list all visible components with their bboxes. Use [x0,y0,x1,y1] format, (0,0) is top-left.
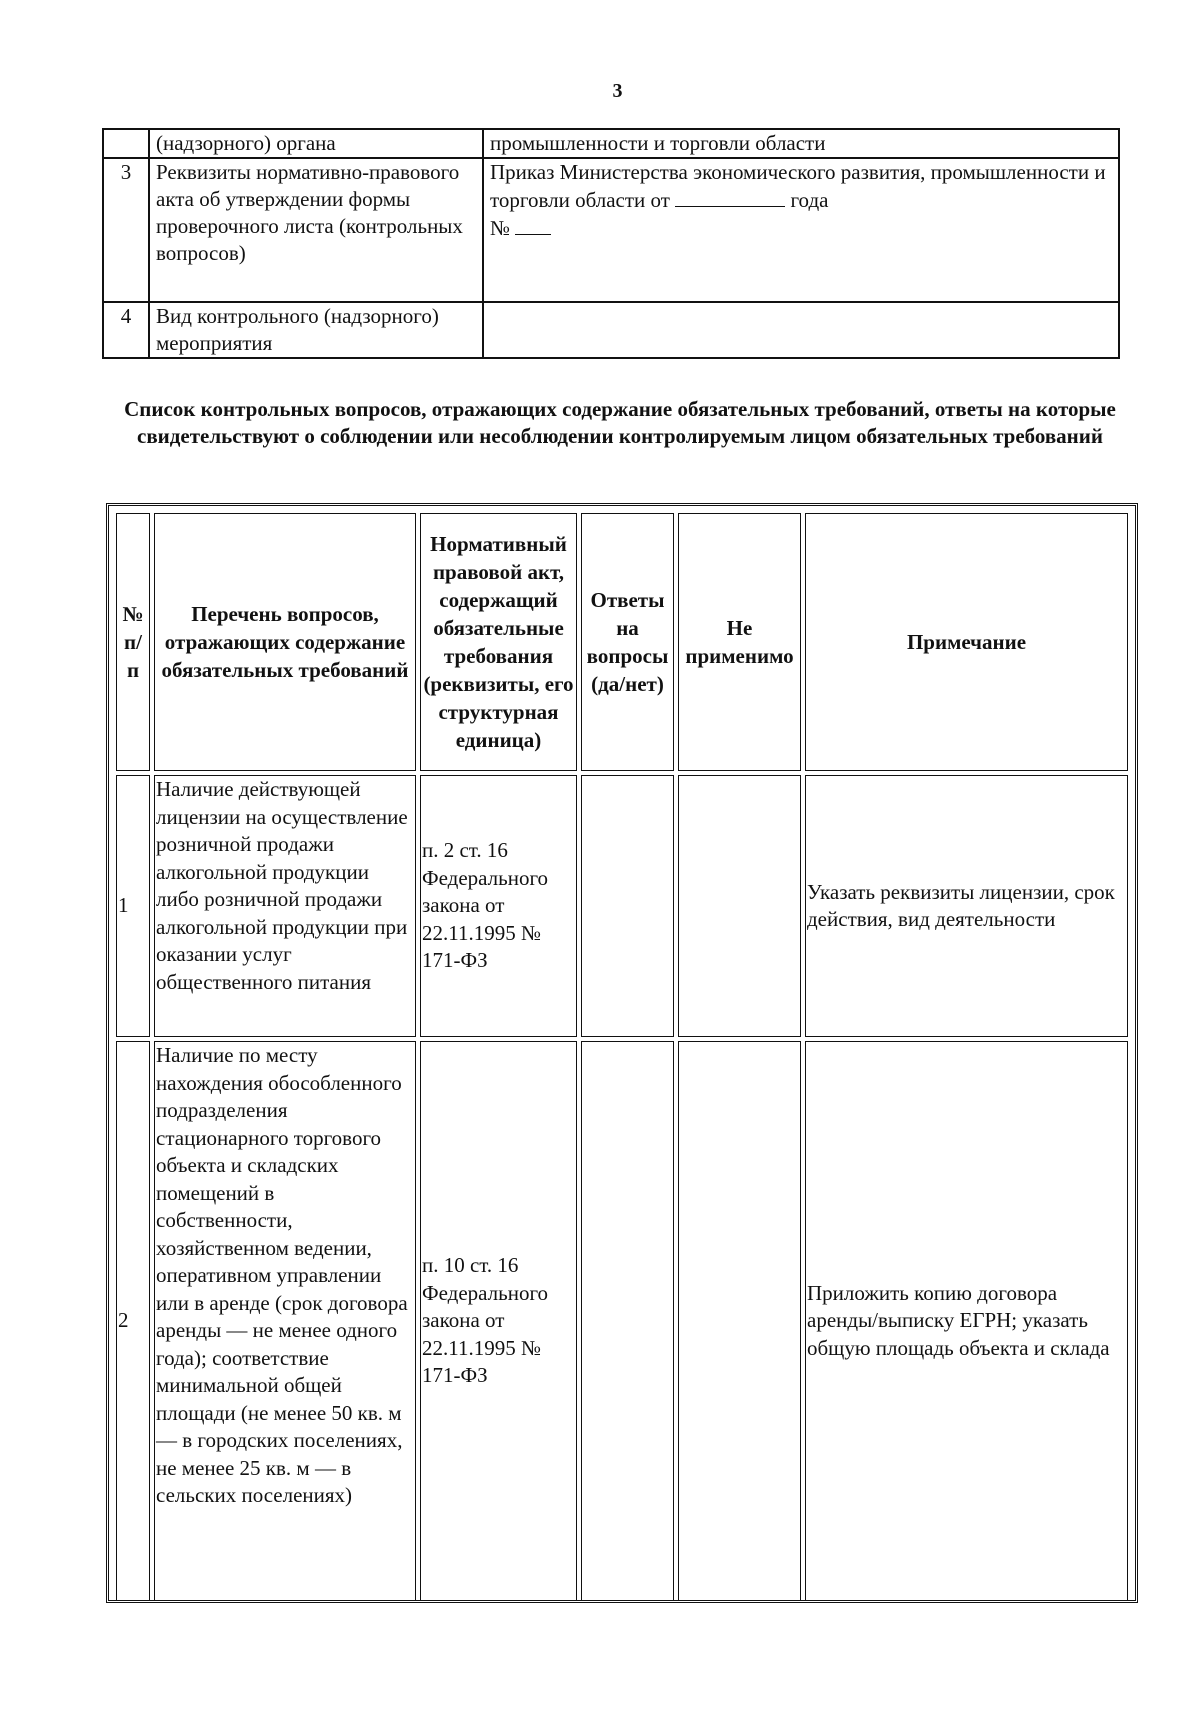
note-text: Приложить копию договора аренды/выписку ЕГРН; указать общую площадь объекта и склада [805,1041,1128,1601]
header-note: Примечание [805,513,1128,771]
info-table [102,128,1120,359]
row-value [483,158,1119,302]
legal-act: п. 10 ст. 16 Федерального закона от 22.11.1995 № 171-ФЗ [420,1041,577,1601]
row-number: 4 [103,302,149,358]
page-number: 3 [612,80,623,102]
info-row-event-type [103,302,1119,358]
header-questions: Перечень вопросов, отражающих содержание обязательных требований [154,513,416,771]
question-text: Наличие по месту нахождения обособленного подразделения стационарного торгового объекта и складских помещений в собственности, хозяйственном ведении, оперативном управлении или в аренде (срок договора аренды — не менее одного года); соответствие минимальной общей площади (не менее 50 кв. м — в городских поселениях, не менее 25 кв. м — в сельских поселениях) [154,1041,416,1601]
not-applicable-cell[interactable] [678,775,801,1037]
row-label: (надзорного) органа [149,129,483,158]
row-value: промышленности и торговли области [483,129,1119,158]
header-num: № п/п [116,513,150,771]
answer-cell[interactable] [581,775,674,1037]
info-row-act-details [103,158,1119,302]
checklist-table [112,509,1132,1605]
info-row-authority [103,129,1119,158]
header-answers: Ответы на вопросы (да/нет) [581,513,674,771]
header-act: Нормативный правовой акт, содержащий обязательные требования (реквизиты, его структурная единица) [420,513,577,771]
row-value [483,302,1119,358]
row-number: 2 [116,1041,150,1601]
row-number: 1 [116,775,150,1037]
checklist-frame [106,503,1138,1603]
header-not-applicable: Не применимо [678,513,801,771]
table-row [116,1041,1128,1601]
row-number [103,129,149,158]
row-label: Вид контрольного (надзорного) мероприятия [149,302,483,358]
row-number: 3 [103,158,149,302]
date-blank-line [675,186,785,207]
legal-act: п. 2 ст. 16 Федерального закона от 22.11.1995 № 171-ФЗ [420,775,577,1037]
answer-cell[interactable] [581,1041,674,1601]
question-text: Наличие действующей лицензии на осуществление розничной продажи алкогольной продукции либо розничной продажи алкогольной продукции при оказании услуг общественного питания [154,775,416,1037]
number-blank-line [515,214,551,235]
header-row [116,513,1128,771]
note-text: Указать реквизиты лицензии, срок действия, вид деятельности [805,775,1128,1037]
year-word: года [790,188,829,212]
number-sign: № [490,216,511,240]
order-text: Приказ Министерства экономического развития, промышленности и торговли области от [490,160,1106,212]
row-label: Реквизиты нормативно-правового акта об утверждении формы проверочного листа (контрольных вопросов) [149,158,483,302]
not-applicable-cell[interactable] [678,1041,801,1601]
checklist-heading: Список контрольных вопросов, отражающих содержание обязательных требований, ответы на которые свидетельствуют о соблюдении или несоблюдении контролируемым лицом обязательных требований [124,397,1116,448]
table-row [116,775,1128,1037]
